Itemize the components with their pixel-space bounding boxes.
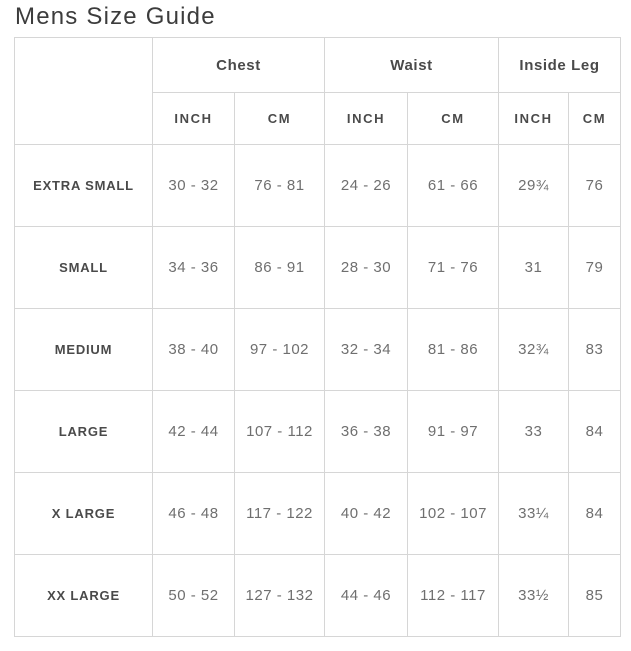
inside-leg-cm-value: 76 bbox=[569, 145, 621, 227]
chest-inch-value: 38 - 40 bbox=[153, 309, 235, 391]
table-row-xx-large bbox=[15, 555, 621, 637]
waist-cm-value: 81 - 86 bbox=[408, 309, 499, 391]
inside-leg-inch-value: 33 bbox=[499, 391, 569, 473]
chest-cm-value: 117 - 122 bbox=[235, 473, 325, 555]
size-label: SMALL bbox=[15, 227, 153, 309]
chest-inch-value: 34 - 36 bbox=[153, 227, 235, 309]
inside-leg-cm-value: 84 bbox=[569, 473, 621, 555]
size-label: MEDIUM bbox=[15, 309, 153, 391]
chest-inch-value: 50 - 52 bbox=[153, 555, 235, 637]
group-header-row bbox=[15, 38, 621, 93]
table-row-large bbox=[15, 391, 621, 473]
inside-leg-inch-value: 29¾ bbox=[499, 145, 569, 227]
chest-cm-header: CM bbox=[235, 93, 325, 145]
waist-inch-header: INCH bbox=[325, 93, 408, 145]
inside-leg-cm-value: 85 bbox=[569, 555, 621, 637]
waist-cm-header: CM bbox=[408, 93, 499, 145]
chest-inch-value: 46 - 48 bbox=[153, 473, 235, 555]
waist-cm-value: 112 - 117 bbox=[408, 555, 499, 637]
inside-leg-cm-value: 83 bbox=[569, 309, 621, 391]
inside-leg-inch-value: 31 bbox=[499, 227, 569, 309]
corner-cell bbox=[15, 38, 153, 145]
size-label: EXTRA SMALL bbox=[15, 145, 153, 227]
size-label: LARGE bbox=[15, 391, 153, 473]
waist-inch-value: 44 - 46 bbox=[325, 555, 408, 637]
chest-cm-value: 107 - 112 bbox=[235, 391, 325, 473]
chest-cm-value: 76 - 81 bbox=[235, 145, 325, 227]
waist-inch-value: 32 - 34 bbox=[325, 309, 408, 391]
size-label: XX LARGE bbox=[15, 555, 153, 637]
waist-inch-value: 36 - 38 bbox=[325, 391, 408, 473]
waist-cm-value: 61 - 66 bbox=[408, 145, 499, 227]
waist-inch-value: 24 - 26 bbox=[325, 145, 408, 227]
waist-inch-value: 28 - 30 bbox=[325, 227, 408, 309]
table-row-x-large bbox=[15, 473, 621, 555]
size-label: X LARGE bbox=[15, 473, 153, 555]
inside-leg-inch-header: INCH bbox=[499, 93, 569, 145]
chest-cm-value: 86 - 91 bbox=[235, 227, 325, 309]
table-row-small bbox=[15, 227, 621, 309]
inside-leg-cm-header: CM bbox=[569, 93, 621, 145]
chest-inch-header: INCH bbox=[153, 93, 235, 145]
table-row-medium bbox=[15, 309, 621, 391]
chest-inch-value: 42 - 44 bbox=[153, 391, 235, 473]
inside-leg-inch-value: 33¼ bbox=[499, 473, 569, 555]
waist-cm-value: 102 - 107 bbox=[408, 473, 499, 555]
group-header-inside-leg: Inside Leg bbox=[499, 38, 621, 93]
inside-leg-cm-value: 84 bbox=[569, 391, 621, 473]
waist-inch-value: 40 - 42 bbox=[325, 473, 408, 555]
chest-inch-value: 30 - 32 bbox=[153, 145, 235, 227]
chest-cm-value: 97 - 102 bbox=[235, 309, 325, 391]
inside-leg-cm-value: 79 bbox=[569, 227, 621, 309]
inside-leg-inch-value: 33½ bbox=[499, 555, 569, 637]
page-title: Mens Size Guide bbox=[15, 3, 216, 30]
group-header-waist: Waist bbox=[325, 38, 499, 93]
size-guide-table bbox=[14, 37, 621, 637]
waist-cm-value: 91 - 97 bbox=[408, 391, 499, 473]
waist-cm-value: 71 - 76 bbox=[408, 227, 499, 309]
group-header-chest: Chest bbox=[153, 38, 325, 93]
inside-leg-inch-value: 32¾ bbox=[499, 309, 569, 391]
table-row-extra-small bbox=[15, 145, 621, 227]
chest-cm-value: 127 - 132 bbox=[235, 555, 325, 637]
